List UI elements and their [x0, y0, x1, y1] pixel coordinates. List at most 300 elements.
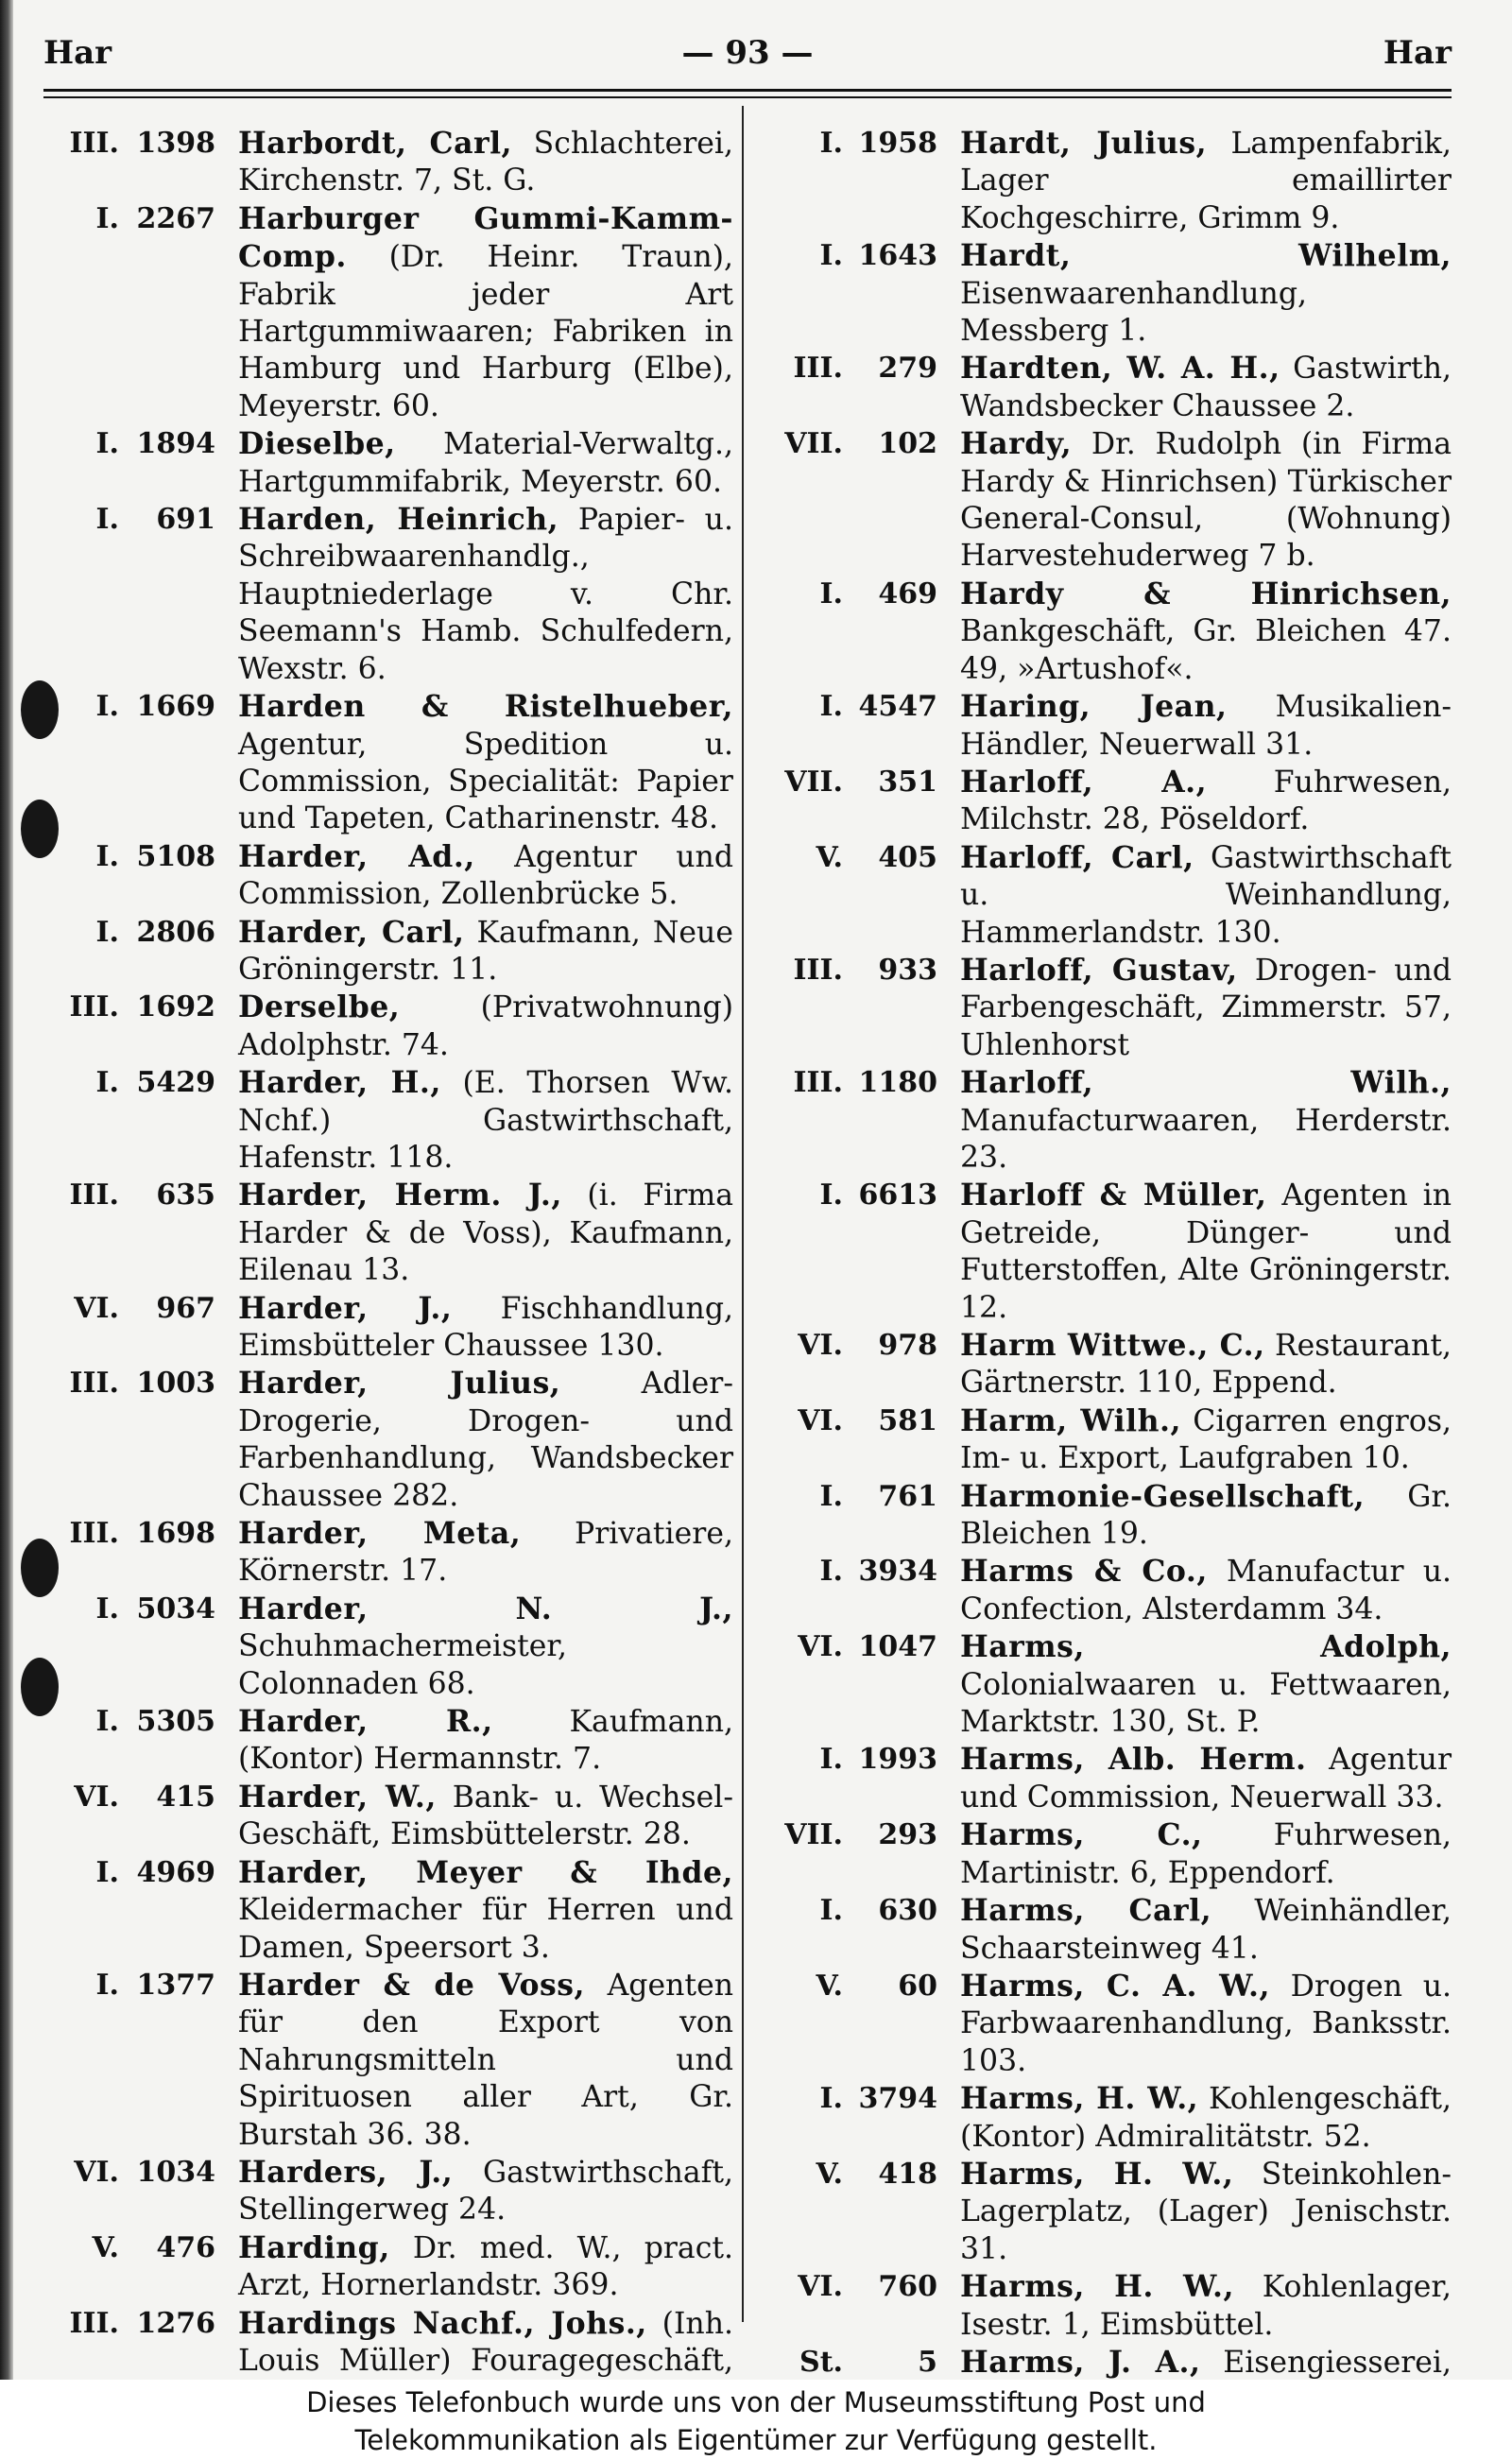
exchange-district: VII. — [784, 1818, 843, 1852]
subscriber-name: Harder, Ad., — [238, 838, 475, 874]
exchange-district: I. — [95, 839, 119, 873]
subscriber-name: Hardy, — [960, 426, 1073, 462]
exchange-district: III. — [69, 127, 119, 160]
subscriber-name: Harms, Carl, — [960, 1893, 1212, 1929]
entry-text — [238, 989, 733, 1064]
entry-text — [238, 688, 733, 838]
right-column — [767, 125, 1452, 2380]
exchange-district: I. — [95, 1968, 119, 2002]
line-number: 418 — [878, 2157, 937, 2191]
line-number: 3934 — [858, 1555, 937, 1589]
subscriber-name: Hardy & Hinrichsen, — [960, 576, 1452, 611]
directory-entry — [767, 839, 1452, 952]
subscriber-name: Harms, C., — [960, 1817, 1203, 1853]
directory-entry — [767, 688, 1452, 764]
entry-text — [238, 1177, 733, 1289]
phone-number — [767, 350, 960, 425]
subscriber-name: Harburger Gummi-Kamm-Comp. — [238, 200, 733, 275]
phone-number — [767, 1741, 960, 1816]
subscriber-details: Bankgeschäft, Gr. Bleichen 47. 49, »Artushof«. — [960, 614, 1452, 686]
directory-entry — [767, 2080, 1452, 2156]
entry-text — [960, 2268, 1452, 2344]
directory-entry — [53, 838, 733, 914]
line-number: 933 — [878, 953, 937, 987]
subscriber-name: Harloff, Gustav, — [960, 952, 1238, 988]
subscriber-details: Cigarren engros, Im- u. Export, Laufgraben 10. — [960, 1403, 1452, 1476]
subscriber-details: Dr. med. W., pract. Arzt, Hornerlandstr. 369. — [238, 2230, 734, 2303]
directory-entry — [767, 237, 1452, 350]
entry-text — [238, 425, 733, 501]
line-number: 5108 — [136, 839, 215, 873]
directory-entry — [767, 350, 1452, 425]
exchange-district: I. — [95, 1591, 119, 1626]
subscriber-details: Gastwirthschaft u. Weinhandlung, Hammerlandstr. 130. — [960, 840, 1452, 950]
phone-number — [767, 1478, 960, 1554]
subscriber-name: Hardt, Wilhelm, — [960, 238, 1452, 274]
exchange-district: I. — [95, 1066, 119, 1100]
directory-entry — [53, 1290, 733, 1366]
directory-entry — [767, 425, 1452, 576]
subscriber-name: Harms & Co., — [960, 1554, 1208, 1590]
phone-number — [53, 1515, 238, 1591]
line-number: 1669 — [136, 690, 215, 724]
entry-text — [238, 2154, 733, 2229]
header-rule — [43, 89, 1452, 92]
entry-text — [238, 1064, 733, 1177]
subscriber-name: Harms, C. A. W., — [960, 1968, 1270, 2004]
line-number: 1993 — [858, 1743, 937, 1777]
phone-number — [53, 1854, 238, 1967]
line-number: 1180 — [858, 1066, 937, 1100]
line-number: 1958 — [858, 127, 937, 160]
subscriber-details: Kleidermacher für Herren und Damen, Speersort 3. — [238, 1893, 733, 1965]
directory-entry — [767, 1892, 1452, 1968]
subscriber-name: Harms, H. W., — [960, 2156, 1234, 2192]
directory-entry — [767, 1402, 1452, 1478]
line-number: 1643 — [858, 239, 937, 273]
subscriber-details: Manufacturwaaren, Herderstr. 23. — [960, 1103, 1452, 1175]
exchange-district: I. — [819, 1743, 843, 1777]
subscriber-details: Restaurant, Gärtnerstr. 110, Eppend. — [960, 1329, 1452, 1401]
line-number: 978 — [878, 1329, 937, 1362]
subscriber-details: (i. Firma Harder & de Voss), Kaufmann, Eilenau 13. — [238, 1178, 733, 1288]
entry-text — [960, 125, 1452, 237]
directory-entry — [53, 914, 733, 989]
exchange-district: VI. — [798, 1630, 843, 1664]
directory-entry — [767, 764, 1452, 839]
subscriber-name: Harder, Meyer & Ihde, — [238, 1854, 733, 1890]
exchange-district: I. — [95, 690, 119, 724]
entry-text — [238, 1290, 733, 1366]
subscriber-name: Harder, N. J., — [238, 1591, 733, 1626]
phone-number — [767, 839, 960, 952]
exchange-district: III. — [69, 990, 119, 1024]
subscriber-name: Harloff, Wilh., — [960, 1065, 1452, 1101]
line-number: 415 — [156, 1780, 215, 1814]
line-number: 1398 — [136, 127, 215, 160]
subscriber-details: Lampenfabrik, Lager emaillirter Kochgeschirre, Grimm 9. — [960, 127, 1452, 235]
entry-text — [960, 1628, 1452, 1741]
phone-number — [53, 989, 238, 1064]
subscriber-name: Harm Wittwe., C., — [960, 1328, 1265, 1363]
phone-number — [767, 125, 960, 237]
subscriber-details: (Inh. Louis Müller) Fouragegeschäft, — [238, 2306, 733, 2378]
entry-text — [238, 501, 733, 688]
directory-entry — [53, 989, 733, 1064]
phone-number — [767, 2080, 960, 2156]
line-number: 4969 — [136, 1855, 215, 1889]
line-number: 1894 — [136, 427, 215, 461]
line-number: 5429 — [136, 1066, 215, 1100]
line-number: 5034 — [136, 1591, 215, 1626]
phone-number — [767, 2156, 960, 2268]
subscriber-details: Fuhrwesen, Martinistr. 6, Eppendorf. — [960, 1818, 1452, 1890]
subscriber-details: Agentur und Commission, Zollenbrücke 5. — [238, 839, 733, 912]
exchange-district: I. — [819, 239, 843, 273]
subscriber-name: Harder, H., — [238, 1065, 441, 1101]
exchange-district: I. — [95, 201, 119, 235]
subscriber-name: Harder & de Voss, — [238, 1967, 585, 2003]
line-number: 279 — [878, 352, 937, 386]
exchange-district: I. — [819, 576, 843, 611]
entry-text — [960, 839, 1452, 952]
exchange-district: III. — [69, 1367, 119, 1401]
line-number: 405 — [878, 840, 937, 874]
subscriber-details: Agenten für den Export von Nahrungsmitteln und Spirituosen aller Art, Gr. Burstah 36. 38. — [238, 1968, 733, 2152]
line-number: 60 — [898, 1969, 937, 2003]
entry-text — [238, 914, 733, 989]
subscriber-details: Kohlengeschäft, (Kontor) Admiralitätstr. 52. — [960, 2082, 1452, 2154]
phone-number — [53, 1967, 238, 2154]
phone-number — [53, 425, 238, 501]
directory-entry — [767, 2268, 1452, 2344]
exchange-district: I. — [95, 1855, 119, 1889]
phone-number — [53, 1177, 238, 1289]
exchange-district: III. — [69, 1517, 119, 1551]
subscriber-details: Agentur, Spedition u. Commission, Specialität: Papier und Tapeten, Catharinenstr. 48. — [238, 727, 733, 836]
phone-number — [53, 914, 238, 989]
phone-number — [53, 2154, 238, 2229]
directory-entry — [767, 2344, 1452, 2380]
line-number: 5305 — [136, 1705, 215, 1739]
exchange-district: III. — [793, 953, 843, 987]
line-number: 1276 — [136, 2306, 215, 2340]
entry-text — [960, 1064, 1452, 1177]
subscriber-details: Drogen- und Farbengeschäft, Zimmerstr. 57, Uhlenhorst — [960, 953, 1452, 1062]
line-number: 102 — [878, 427, 937, 461]
entry-text — [238, 1967, 733, 2154]
directory-entry — [53, 2229, 733, 2305]
subscriber-name: Hardings Nachf., Johs., — [238, 2305, 647, 2341]
line-number: 1698 — [136, 1517, 215, 1551]
directory-entry — [767, 1327, 1452, 1402]
phone-number — [767, 764, 960, 839]
exchange-district: I. — [819, 1894, 843, 1928]
entry-text — [960, 688, 1452, 764]
directory-entry — [53, 1064, 733, 1177]
subscriber-details: Agenten in Getreide, Dünger- und Futterstoffen, Alte Gröningerstr. 12. — [960, 1178, 1452, 1325]
entry-text — [238, 1591, 733, 1703]
subscriber-details: Kohlenlager, Isestr. 1, Eimsbüttel. — [960, 2270, 1452, 2342]
subscriber-name: Harder, W., — [238, 1779, 437, 1815]
phone-number — [53, 501, 238, 688]
subscriber-details: Kaufmann, Neue Gröningerstr. 11. — [238, 915, 733, 987]
subscriber-name: Harms, Adolph, — [960, 1629, 1452, 1665]
line-number: 635 — [156, 1178, 215, 1213]
phone-number — [53, 1703, 238, 1779]
directory-entry — [767, 1177, 1452, 1327]
phone-number — [53, 1591, 238, 1703]
directory-entry — [53, 125, 733, 200]
directory-entry — [767, 125, 1452, 237]
subscriber-name: Derselbe, — [238, 989, 401, 1025]
directory-entry — [767, 2156, 1452, 2268]
entry-text — [238, 1854, 733, 1967]
exchange-district: VI. — [798, 2270, 843, 2304]
directory-entry — [767, 576, 1452, 688]
entry-text — [960, 764, 1452, 839]
subscriber-name: Harding, — [238, 2229, 390, 2265]
phone-number — [53, 2229, 238, 2305]
subscriber-name: Hardt, Julius, — [960, 126, 1208, 161]
subscriber-details: Bank- u. Wechsel-Geschäft, Eimsbüttelerstr. 28. — [238, 1780, 733, 1852]
directory-entry — [53, 200, 733, 425]
phone-number — [767, 1816, 960, 1892]
exchange-district: III. — [69, 1178, 119, 1213]
phone-number — [767, 1177, 960, 1327]
directory-entry — [767, 952, 1452, 1064]
subscriber-name: Harms, J. A., — [960, 2344, 1201, 2380]
phone-number — [53, 688, 238, 838]
exchange-district: I. — [95, 427, 119, 461]
directory-entry — [767, 1553, 1452, 1628]
subscriber-name: Harder, R., — [238, 1704, 493, 1740]
phone-number — [767, 2344, 960, 2380]
subscriber-details: Privatiere, Körnerstr. 17. — [238, 1517, 733, 1589]
subscriber-details: Material-Verwaltg., Hartgummifabrik, Meyerstr. 60. — [238, 427, 733, 499]
subscriber-details: Musikalien-Händler, Neuerwall 31. — [960, 690, 1452, 762]
subscriber-details: Agentur und Commission, Neuerwall 33. — [960, 1743, 1452, 1815]
line-number: 1692 — [136, 990, 215, 1024]
subscriber-name: Harm, Wilh., — [960, 1402, 1181, 1438]
directory-entry — [53, 1703, 733, 1779]
subscriber-details: Gastwirth, Wandsbecker Chaussee 2. — [960, 352, 1452, 423]
entry-text — [960, 1478, 1452, 1554]
directory-entry — [767, 1816, 1452, 1892]
line-number: 2267 — [136, 201, 215, 235]
exchange-district: V. — [92, 2230, 119, 2264]
subscriber-details: Schuhmachermeister, Colonnaden 68. — [238, 1629, 568, 1701]
line-number: 4547 — [858, 690, 937, 724]
page-header — [43, 34, 1452, 87]
line-number: 1377 — [136, 1968, 215, 2002]
entry-text — [238, 125, 733, 200]
subscriber-details: Eisengiesserei, — [1223, 2345, 1452, 2380]
subscriber-name: Dieselbe, — [238, 426, 396, 462]
subscriber-details: Adler-Drogerie, Drogen- und Farbenhandlung, Wandsbecker Chaussee 282. — [238, 1367, 733, 1513]
subscriber-details: (Privatwohnung) Adolphstr. 74. — [238, 990, 733, 1062]
subscriber-name: Harder, J., — [238, 1290, 453, 1326]
exchange-district: I. — [95, 503, 119, 537]
subscriber-details: Fischhandlung, Eimsbütteler Chaussee 130. — [238, 1291, 734, 1363]
subscriber-details: Eisenwaarenhandlung, Messberg 1. — [960, 276, 1308, 349]
phone-number — [53, 1779, 238, 1854]
directory-entry — [767, 1968, 1452, 2080]
directory-entry — [53, 1365, 733, 1515]
directory-entry — [767, 1628, 1452, 1741]
subscriber-name: Harders, J., — [238, 2154, 454, 2190]
exchange-district: VII. — [784, 427, 843, 461]
subscriber-details: Fuhrwesen, Milchstr. 28, Pöseldorf. — [960, 765, 1452, 837]
exchange-district: I. — [819, 1479, 843, 1513]
phone-number — [767, 688, 960, 764]
phone-number — [53, 838, 238, 914]
directory-entry — [53, 1967, 733, 2154]
directory-entry — [53, 2154, 733, 2229]
entry-text — [238, 1365, 733, 1515]
entry-text — [960, 1968, 1452, 2080]
exchange-district: St. — [799, 2345, 843, 2379]
exchange-district: I. — [819, 2082, 843, 2116]
exchange-district: VI. — [74, 2155, 119, 2189]
entry-text — [238, 838, 733, 914]
subscriber-details: (E. Thorsen Ww. Nchf.) Gastwirthschaft, Hafenstr. 118. — [238, 1066, 733, 1175]
subscriber-details: Manufactur u. Confection, Alsterdamm 34. — [960, 1555, 1452, 1626]
phone-number — [767, 576, 960, 688]
exchange-district: VI. — [798, 1403, 843, 1437]
subscriber-name: Haring, Jean, — [960, 689, 1228, 725]
phone-number — [767, 952, 960, 1064]
line-number: 293 — [878, 1818, 937, 1852]
subscriber-details: Gastwirthschaft, Stellingerweg 24. — [238, 2155, 733, 2228]
entry-text — [960, 2080, 1452, 2156]
column-divider — [742, 106, 744, 2322]
line-number: 3794 — [858, 2082, 937, 2116]
directory-entry — [53, 501, 733, 688]
line-number: 476 — [156, 2230, 215, 2264]
subscriber-details: (Dr. Heinr. Traun), Fabrik jeder Art Hartgummiwaaren; Fabriken in Hamburg und Harburg (Elbe), Meyerstr. 60. — [238, 240, 733, 423]
entry-text — [960, 1177, 1452, 1327]
phone-number — [767, 1327, 960, 1402]
phone-number — [53, 1365, 238, 1515]
exchange-district: I. — [819, 127, 843, 160]
line-number: 1047 — [858, 1630, 937, 1664]
entry-text — [960, 1553, 1452, 1628]
entry-text — [960, 425, 1452, 576]
entry-text — [960, 1741, 1452, 1816]
directory-entry — [53, 1177, 733, 1289]
exchange-district: V. — [816, 1969, 843, 2003]
subscriber-name: Harden & Ristelhueber, — [238, 689, 733, 725]
directory-entry — [53, 425, 733, 501]
entry-text — [960, 237, 1452, 350]
line-number: 351 — [878, 765, 937, 799]
exchange-district: VI. — [74, 1780, 119, 1814]
header-right-keyword: Har — [1383, 34, 1452, 72]
subscriber-name: Harder, Herm. J., — [238, 1178, 562, 1213]
line-number: 1034 — [136, 2155, 215, 2189]
subscriber-details: Steinkohlen-Lagerplatz, (Lager) Jenischstr. 31. — [960, 2157, 1452, 2266]
directory-entry — [767, 1478, 1452, 1554]
subscriber-details: Kaufmann, (Kontor) Hermannstr. 7. — [238, 1705, 734, 1777]
subscriber-details: Drogen u. Farbwaarenhandlung, Banksstr. 103. — [960, 1969, 1452, 2078]
phone-number — [767, 425, 960, 576]
directory-entry — [53, 688, 733, 838]
subscriber-name: Harloff, Carl, — [960, 839, 1194, 875]
subscriber-name: Harder, Julius, — [238, 1366, 561, 1402]
entry-text — [960, 1816, 1452, 1892]
phone-number — [767, 1402, 960, 1478]
line-number: 581 — [878, 1403, 937, 1437]
phone-number — [53, 1290, 238, 1366]
directory-entry — [53, 1854, 733, 1967]
entry-text — [960, 576, 1452, 688]
directory-entry — [53, 1779, 733, 1854]
entry-text — [960, 1327, 1452, 1402]
exchange-district: VI. — [798, 1329, 843, 1362]
line-number: 5 — [918, 2345, 937, 2379]
exchange-district: I. — [819, 1178, 843, 1213]
exchange-district: I. — [819, 690, 843, 724]
phone-number — [767, 1968, 960, 2080]
phone-number — [767, 1064, 960, 1177]
directory-entry — [53, 2305, 733, 2380]
footer-line: Dieses Telefonbuch wurde uns von der Museumsstiftung Post und — [306, 2386, 1206, 2418]
entry-text — [238, 1515, 733, 1591]
directory-entry — [767, 1741, 1452, 1816]
subscriber-name: Harder, Meta, — [238, 1516, 522, 1552]
line-number: 469 — [878, 576, 937, 611]
phone-number — [53, 125, 238, 200]
exchange-district: I. — [95, 915, 119, 949]
subscriber-name: Hardten, W. A. H., — [960, 351, 1280, 387]
exchange-district: VI. — [74, 1291, 119, 1325]
footer-notice — [0, 2380, 1512, 2460]
subscriber-name: Harloff, A., — [960, 764, 1208, 800]
subscriber-name: Harms, H. W., — [960, 2269, 1234, 2305]
subscriber-name: Harden, Heinrich, — [238, 502, 559, 538]
subscriber-name: Harbordt, Carl, — [238, 126, 513, 161]
phone-number — [767, 1628, 960, 1741]
line-number: 760 — [878, 2270, 937, 2304]
directory-entry — [53, 1515, 733, 1591]
phone-number — [53, 200, 238, 425]
entry-text — [238, 1779, 733, 1854]
line-number: 630 — [878, 1894, 937, 1928]
subscriber-details: Colonialwaaren u. Fettwaaren, Marktstr. 130, St. P. — [960, 1667, 1452, 1740]
directory-entry — [53, 1591, 733, 1703]
subscriber-name: Harloff & Müller, — [960, 1178, 1267, 1213]
exchange-district: I. — [819, 1555, 843, 1589]
subscriber-details: Dr. Rudolph (in Firma Hardy & Hinrichsen) Türkischer General-Consul, (Wohnung) Harvestehuderweg 7 b. — [960, 427, 1452, 574]
subscriber-name: Harmonie-Gesellschaft, — [960, 1478, 1366, 1514]
subscriber-name: Harder, Carl, — [238, 914, 465, 950]
phone-number — [53, 2305, 238, 2380]
header-rule — [43, 96, 1452, 98]
subscriber-details: Weinhändler, Schaarsteinweg 41. — [960, 1894, 1452, 1966]
phone-number — [767, 2268, 960, 2344]
footer-line: Telekommunikation als Eigentümer zur Verfügung gestellt. — [354, 2424, 1158, 2456]
line-number: 967 — [156, 1291, 215, 1325]
subscriber-details: Schlachterei, Kirchenstr. 7, St. G. — [238, 127, 734, 198]
exchange-district: III. — [793, 1066, 843, 1100]
exchange-district: III. — [793, 352, 843, 386]
line-number: 1003 — [136, 1367, 215, 1401]
phone-number — [767, 237, 960, 350]
phone-number — [53, 1064, 238, 1177]
exchange-district: I. — [95, 1705, 119, 1739]
exchange-district: VII. — [784, 765, 843, 799]
